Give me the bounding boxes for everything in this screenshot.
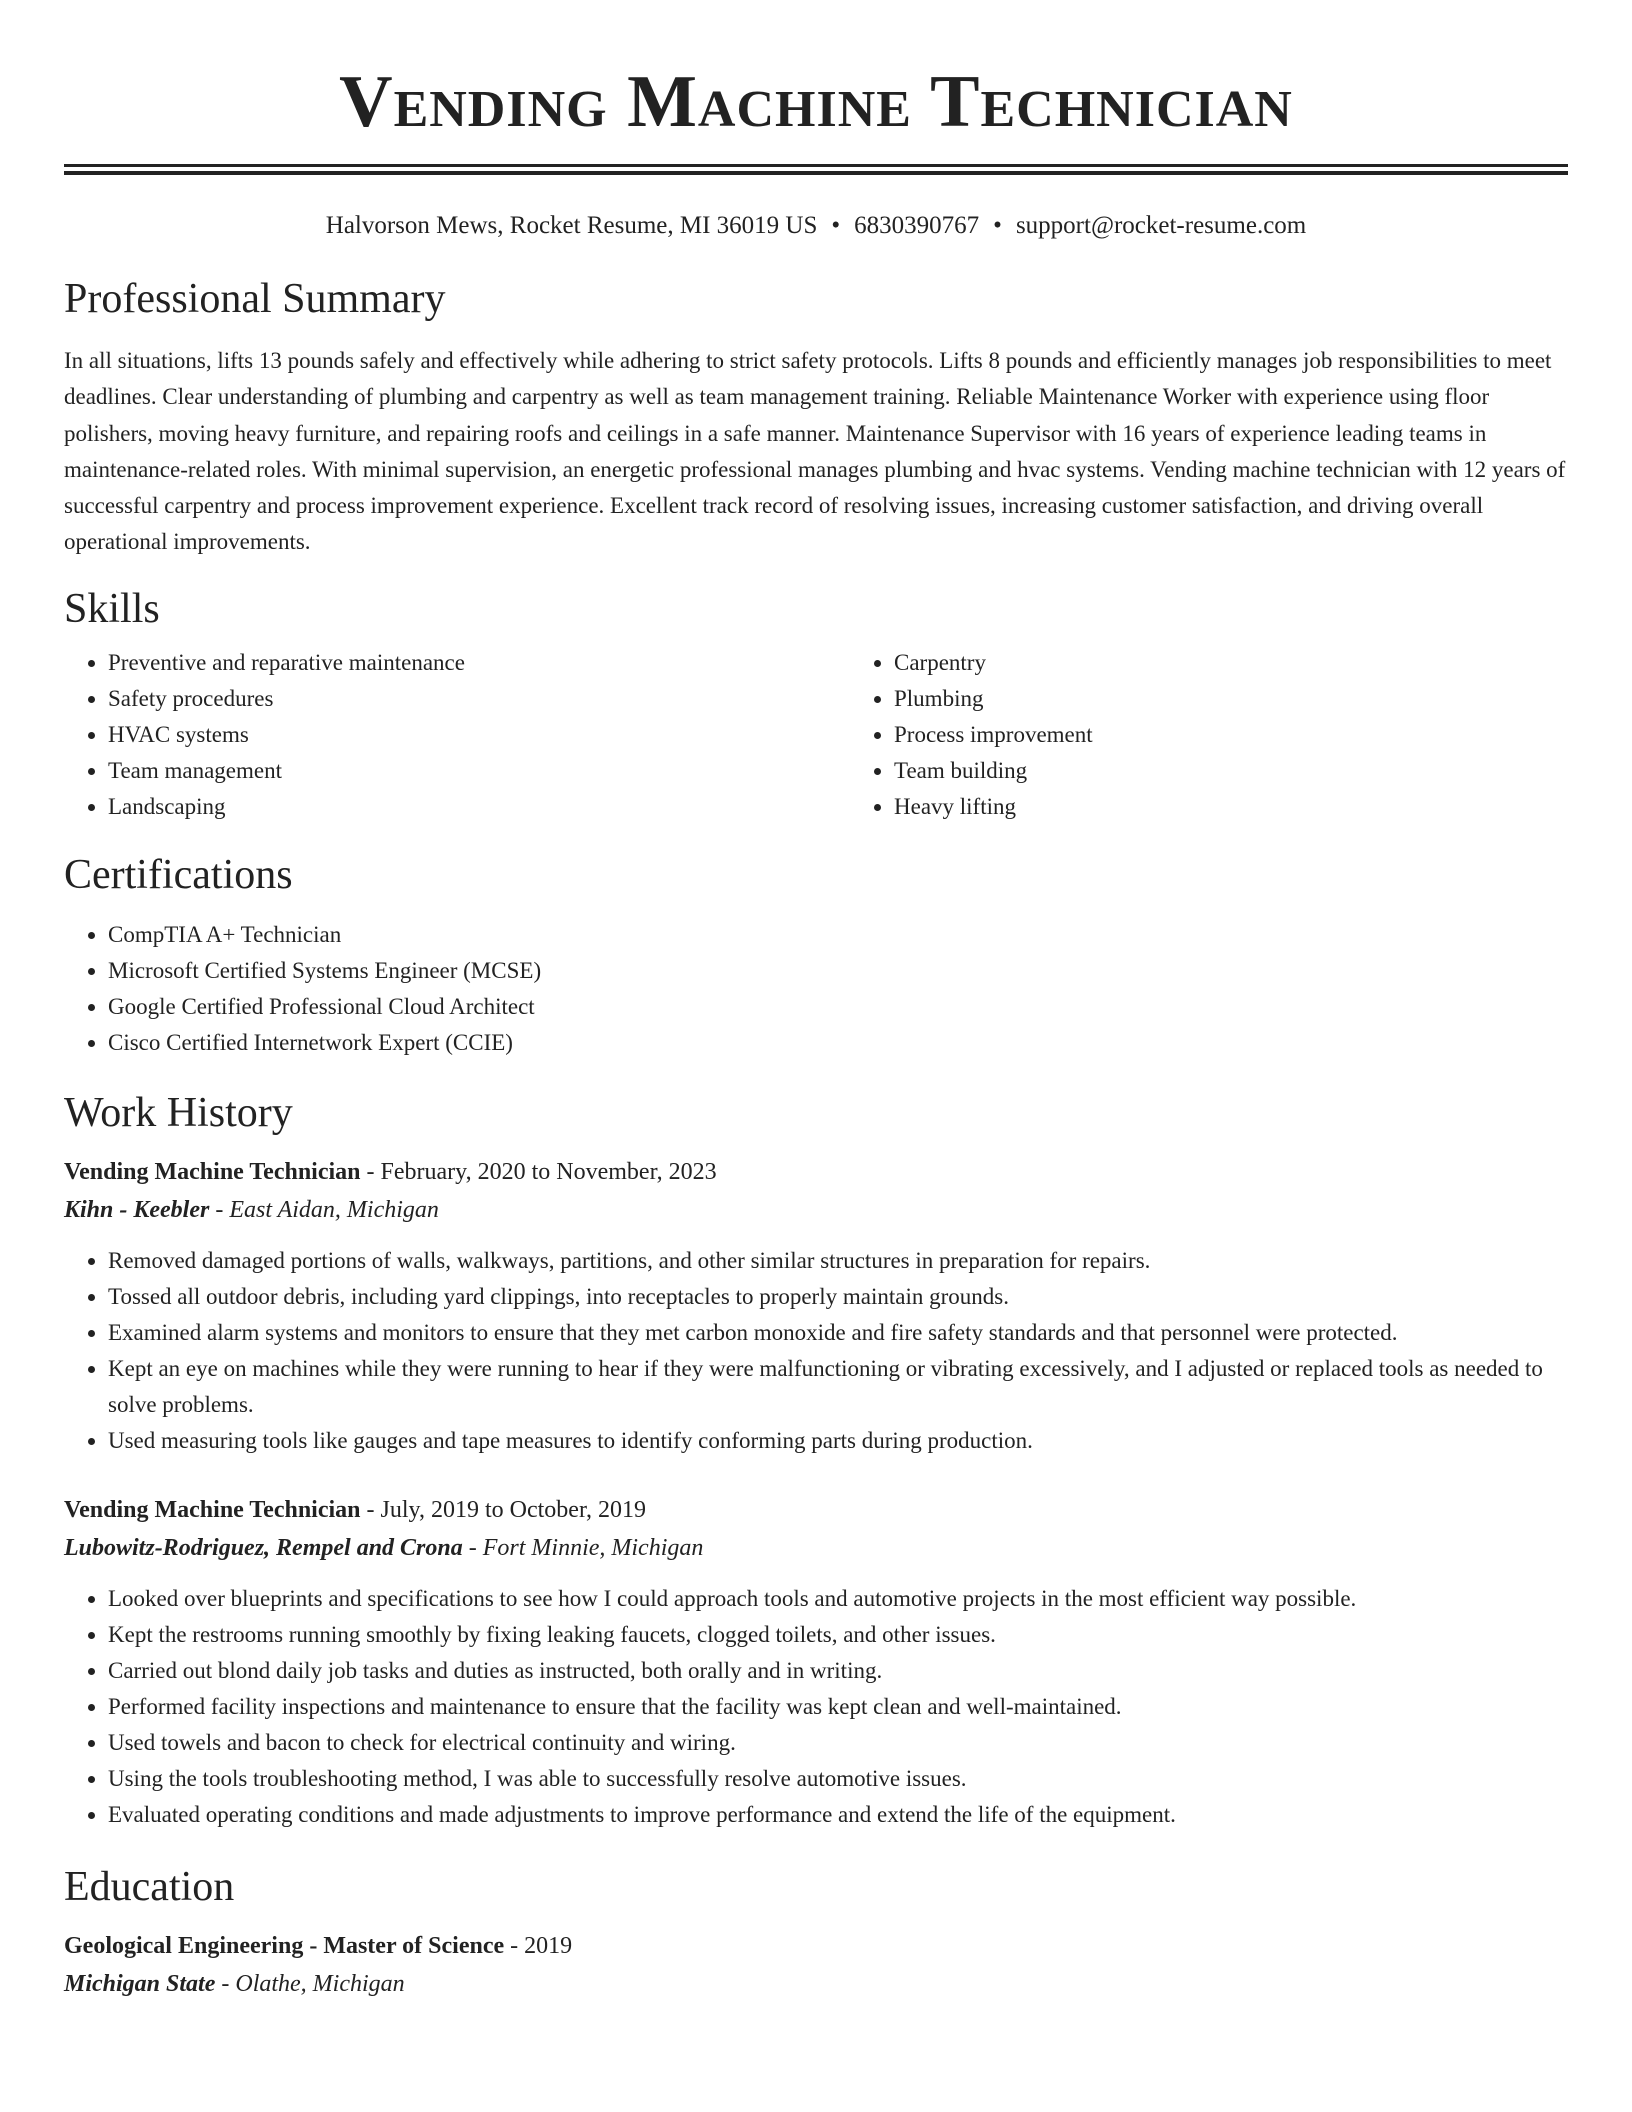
job-company: Kihn - Keebler	[64, 1196, 210, 1223]
contact-separator: •	[993, 212, 1002, 239]
job-duty-item: • Removed damaged portions of walls, walkways, partitions, and other similar structures in preparation for repairs.	[108, 1243, 1568, 1279]
school-line: Michigan State - Olathe, Michigan	[64, 1970, 405, 1997]
school-location: Olathe, Michigan	[235, 1970, 405, 1997]
job-duty-item: • Used towels and bacon to check for electrical continuity and wiring.	[108, 1725, 1568, 1761]
job-title: Vending Machine Technician	[64, 1158, 361, 1185]
skills-section	[64, 583, 1568, 825]
skill-item: • Landscaping	[108, 789, 850, 825]
job-duty-item: • Kept the restrooms running smoothly by fixing leaking faucets, clogged toilets, and other issues.	[108, 1617, 1568, 1653]
job-title-line: Vending Machine Technician - July, 2019 to October, 2019	[64, 1496, 646, 1523]
certification-item: • Cisco Certified Internetwork Expert (CCIE)	[108, 1025, 1568, 1061]
job-duty-item: • Used measuring tools like gauges and tape measures to identify conforming parts during production.	[108, 1423, 1568, 1459]
summary-heading: Professional Summary	[64, 276, 446, 322]
certifications-list	[64, 917, 1568, 1061]
certification-item: • Microsoft Certified Systems Engineer (MCSE)	[108, 953, 1568, 989]
contact-address: Halvorson Mews, Rocket Resume, MI 36019 US	[325, 212, 818, 239]
job-company: Lubowitz-Rodriguez, Rempel and Crona	[64, 1534, 463, 1561]
job-entry	[64, 1153, 1568, 1459]
job-title-line: Vending Machine Technician - February, 2020 to November, 2023	[64, 1158, 717, 1185]
summary-text: In all situations, lifts 13 pounds safely and effectively while adhering to strict safety protocols. Lifts 8 pounds and efficiently manages job responsibilities to meet deadlines. Clear understanding of plumbing and carpentry as well as team management training. Reliable Maintenance Worker with experience using floor polishers, moving heavy furniture, and repairing roofs and ceilings in a safe manner. Maintenance Supervisor with 16 years of experience leading teams in maintenance-related roles. With minimal supervision, an energetic professional manages plumbing and hvac systems. Vending machine technician with 12 years of successful carpentry and process improvement experience. Excellent track record of resolving issues, increasing customer satisfaction, and driving overall operational improvements.	[64, 348, 1566, 555]
degree-line: Geological Engineering - Master of Science - 2019	[64, 1932, 573, 1959]
skills-list-right	[850, 645, 1632, 825]
contact-email: support@rocket-resume.com	[1015, 212, 1307, 239]
skill-item: • Preventive and reparative maintenance	[108, 645, 850, 681]
certifications-section	[64, 849, 1568, 1061]
skill-item: • Plumbing	[894, 681, 1632, 717]
certification-item: • Google Certified Professional Cloud Architect	[108, 989, 1568, 1025]
resume-title: Vending Machine Technician	[339, 61, 1293, 143]
contact-line	[64, 209, 1568, 243]
title-divider	[64, 164, 1568, 175]
skill-item: • Safety procedures	[108, 681, 850, 717]
job-duty-item: • Looked over blueprints and specifications to see how I could approach tools and automotive projects in the most efficient way possible.	[108, 1581, 1568, 1617]
job-company-line: Lubowitz-Rodriguez, Rempel and Crona - Fort Minnie, Michigan	[64, 1534, 704, 1561]
skill-item: • Carpentry	[894, 645, 1632, 681]
skills-list-left	[64, 645, 850, 825]
skill-item: • Team building	[894, 753, 1632, 789]
skills-columns	[64, 645, 1568, 825]
contact-phone: 6830390767	[854, 212, 980, 239]
work-history-heading: Work History	[64, 1089, 293, 1136]
job-title: Vending Machine Technician	[64, 1496, 361, 1523]
skill-item: • HVAC systems	[108, 717, 850, 753]
education-section	[64, 1861, 1568, 2003]
job-location: Fort Minnie, Michigan	[482, 1534, 704, 1561]
degree-name: Geological Engineering - Master of Science	[64, 1932, 505, 1959]
job-dates: February, 2020 to November, 2023	[380, 1158, 717, 1185]
job-duty-item: • Tossed all outdoor debris, including yard clippings, into receptacles to properly maintain grounds.	[108, 1279, 1568, 1315]
degree-year: 2019	[524, 1932, 573, 1959]
skills-heading: Skills	[64, 585, 160, 632]
education-entry	[64, 1927, 1568, 2003]
summary-section	[64, 273, 1568, 561]
job-duty-item: • Carried out blond daily job tasks and duties as instructed, both orally and in writing.	[108, 1653, 1568, 1689]
certification-item: • CompTIA A+ Technician	[108, 917, 1568, 953]
job-company-line: Kihn - Keebler - East Aidan, Michigan	[64, 1196, 439, 1223]
job-duties-list	[64, 1243, 1568, 1459]
certifications-heading: Certifications	[64, 851, 293, 898]
skill-item: • Heavy lifting	[894, 789, 1632, 825]
school-name: Michigan State	[64, 1970, 216, 1997]
skill-item: • Team management	[108, 753, 850, 789]
education-heading: Education	[64, 1863, 235, 1910]
job-location: East Aidan, Michigan	[229, 1196, 439, 1223]
job-duty-item: • Using the tools troubleshooting method, I was able to successfully resolve automotive issues.	[108, 1761, 1568, 1797]
job-dates: July, 2019 to October, 2019	[380, 1496, 646, 1523]
work-history-section	[64, 1087, 1568, 1833]
job-duties-list	[64, 1581, 1568, 1833]
job-duty-item: • Kept an eye on machines while they were running to hear if they were malfunctioning or vibrating excessively, and I adjusted or replaced tools as needed to solve problems.	[108, 1351, 1568, 1423]
job-duty-item: • Evaluated operating conditions and made adjustments to improve performance and extend the life of the equipment.	[108, 1797, 1568, 1833]
contact-separator: •	[831, 212, 841, 239]
skill-item: • Process improvement	[894, 717, 1632, 753]
job-duty-item: • Examined alarm systems and monitors to ensure that they met carbon monoxide and fire safety standards and that personnel were protected.	[108, 1315, 1568, 1351]
job-duty-item: • Performed facility inspections and maintenance to ensure that the facility was kept clean and well-maintained.	[108, 1689, 1568, 1725]
job-entry	[64, 1491, 1568, 1833]
